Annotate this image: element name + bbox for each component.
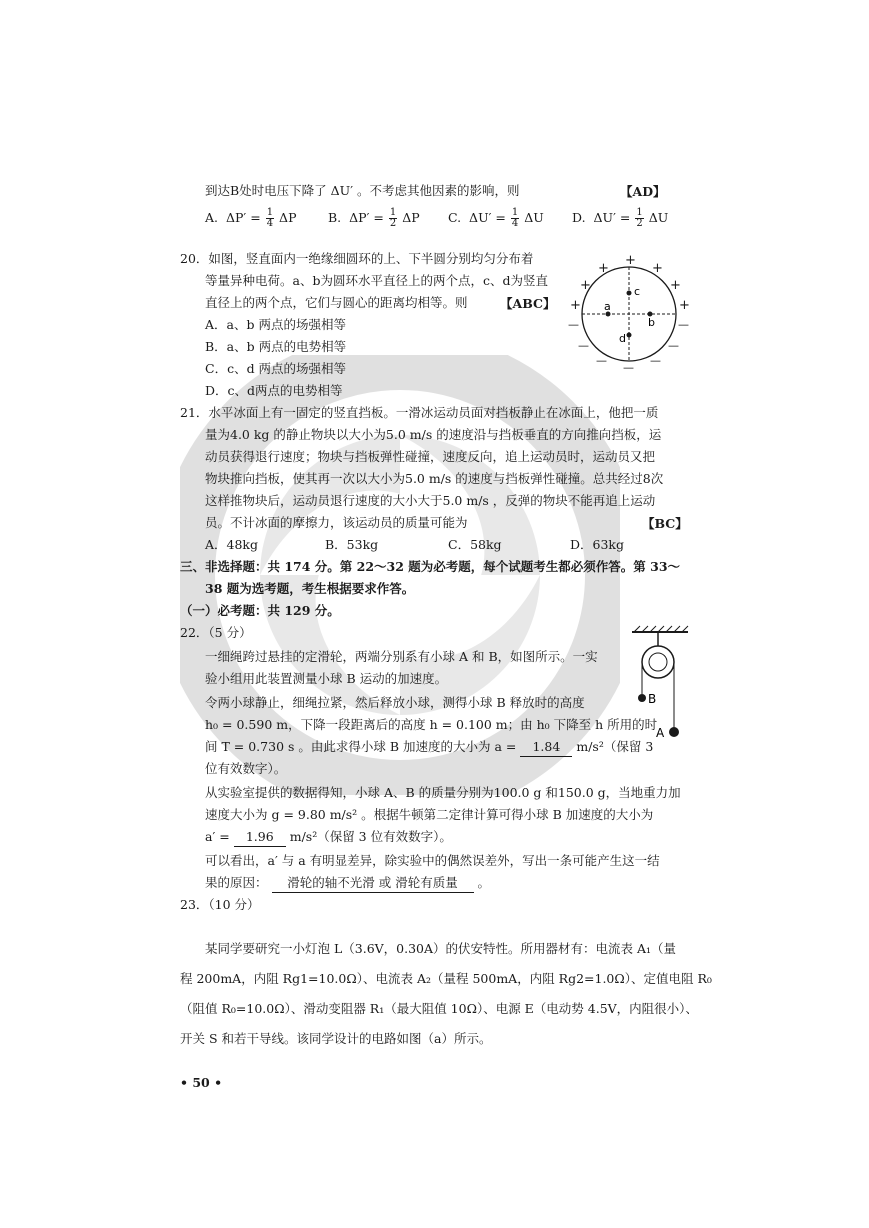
- minus-sign: —: [578, 339, 589, 352]
- minus-sign: —: [668, 339, 679, 352]
- label-a: A: [656, 726, 665, 740]
- plus-sign: +: [670, 278, 681, 293]
- q21-line-3: 动员获得退行速度；物块与挡板弹性碰撞，速度反向，追上运动员时，运动员又把: [205, 449, 656, 464]
- plus-sign: +: [679, 298, 690, 313]
- section3-sub: （一）必考题：共 129 分。: [180, 603, 340, 618]
- q19-option-b: B. ΔP′ = $\frac{1}{2}$ ΔP: [328, 207, 420, 229]
- q21-answer: 【BC】: [642, 516, 688, 531]
- q22-p2-4: 位有效数字）。: [205, 761, 287, 776]
- page-number: • 50 •: [180, 1075, 223, 1090]
- q19-option-a: A. ΔP′ = $\frac{1}{4}$ ΔP: [205, 207, 297, 229]
- point-d: [627, 333, 632, 338]
- q22-blank-3: 滑轮的轴不光滑 或 滑轮有质量: [272, 874, 474, 893]
- ball-b: [638, 694, 646, 702]
- label-b: B: [648, 692, 657, 706]
- q23-line-1: 某同学要研究一小灯泡 L（3.6V，0.30A）的伏安特性。所用器材有：电流表 A₁（量: [205, 941, 677, 956]
- q22-p1-2: 验小组用此装置测量小球 B 运动的加速度。: [205, 671, 448, 686]
- q21-line-5: 这样推物块后，运动员退行速度的大小大于5.0 m/s ，反弹的物块不能再追上运动: [205, 493, 656, 508]
- minus-sign: —: [596, 354, 607, 367]
- q23-line-3: （阻值 R₀=10.0Ω）、滑动变阻器 R₁（最大阻值 10Ω）、电源 E（电动势 4.5V，内阻很小）、: [180, 1001, 698, 1016]
- label-d: d: [619, 332, 626, 345]
- q21-line-2: 量为4.0 kg 的静止物块以大小为5.0 m/s 的速度沿与挡板垂直的方向推向挡板，运: [205, 427, 662, 442]
- q21-option-c: C．58kg: [448, 537, 502, 552]
- q21-line-4: 物块推向挡板，使其再一次以大小为5.0 m/s 的速度与挡板弹性碰撞。总共经过8次: [205, 471, 664, 486]
- q20-line-1: 20．如图，竖直面内一绝缘细圆环的上、下半圆分别均匀分布着: [180, 251, 534, 266]
- fraction: $\frac{1}{4}$: [266, 207, 274, 229]
- q23-line-2: 程 200mA，内阻 Rg1=10.0Ω）、电流表 A₂（量程 500mA，内阻 Rg2=1.0Ω）、定值电阻 R₀: [180, 971, 712, 986]
- q21-line-1: 21．水平冰面上有一固定的竖直挡板。一滑冰运动员面对挡板静止在冰面上，他把一质: [180, 405, 659, 420]
- q22-p2-1: 令两小球静止，细绳拉紧，然后释放小球，测得小球 B 释放时的高度: [205, 695, 585, 710]
- q19-answer: 【AD】: [620, 184, 666, 199]
- q22-p3-3: a′ = 1.96 m/s²（保留 3 位有效数字）。: [205, 828, 452, 847]
- q22-p2-3: 间 T = 0.730 s 。由此求得小球 B 加速度的大小为 a = 1.84 m/s²（保留 3: [205, 738, 653, 757]
- q20-option-c: C．c、d 两点的场强相等: [205, 361, 347, 376]
- minus-sign: —: [678, 318, 689, 331]
- q21-option-b: B．53kg: [325, 537, 379, 552]
- q22-p2-2: h₀ = 0.590 m，下降一段距离后的高度 h = 0.100 m；由 h₀ 下降至 h 所用的时: [205, 717, 658, 732]
- plus-sign: +: [598, 261, 609, 276]
- q20-ring-figure: [568, 254, 690, 372]
- minus-sign: —: [650, 354, 661, 367]
- plus-sign: +: [570, 298, 581, 313]
- q19-option-d: D. ΔU′ = $\frac{1}{2}$ ΔU: [572, 207, 669, 229]
- q20-option-d: D．c、d两点的电势相等: [205, 383, 343, 398]
- plus-sign: +: [625, 254, 636, 268]
- q22-blank-1: 1.84: [520, 738, 572, 757]
- plus-sign: +: [652, 261, 663, 276]
- q21-line-6: 员。不计冰面的摩擦力，该运动员的质量可能为: [205, 515, 468, 530]
- q20-option-a: A．a、b 两点的场强相等: [205, 317, 346, 332]
- q20-line-2: 等量异种电荷。a、b为圆环水平直径上的两个点，c、d为竖直: [205, 273, 548, 288]
- q19-option-c: C. ΔU′ = $\frac{1}{4}$ ΔU: [448, 207, 544, 229]
- pulley-hub: [649, 653, 667, 671]
- point-c: [627, 291, 632, 296]
- q22-p1-1: 一细绳跨过悬挂的定滑轮，两端分别系有小球 A 和 B，如图所示。一实: [205, 649, 598, 664]
- q22-head: 22．（5 分）: [180, 625, 252, 640]
- q22-pulley-figure: [630, 624, 690, 744]
- fraction: $\frac{1}{4}$: [511, 207, 519, 229]
- plus-sign: +: [580, 278, 591, 293]
- q22-p4-2: 果的原因： 滑轮的轴不光滑 或 滑轮有质量 。: [205, 874, 490, 893]
- label-c: c: [634, 285, 641, 298]
- q19-line: 到达B处时电压下降了 ΔU′ 。不考虑其他因素的影响，则: [205, 183, 520, 198]
- q20-option-b: B．a、b 两点的电势相等: [205, 339, 347, 354]
- q21-option-a: A．48kg: [205, 537, 259, 552]
- label-b: b: [648, 316, 655, 329]
- minus-sign: —: [623, 361, 634, 372]
- q23-line-4: 开关 S 和若干导线。该同学设计的电路如图（a）所示。: [180, 1031, 492, 1046]
- fraction: $\frac{1}{2}$: [389, 207, 397, 229]
- section3-line-2: 38 题为选考题，考生根据要求作答。: [205, 581, 415, 596]
- section3-line-1: 三、非选择题：共 174 分。第 22～32 题为必考题，每个试题考生都必须作答。第 33～: [180, 559, 681, 574]
- fraction: $\frac{1}{2}$: [636, 207, 643, 229]
- q22-blank-2: 1.96: [234, 828, 286, 847]
- label-a: a: [604, 300, 611, 313]
- ball-a: [669, 727, 679, 737]
- minus-sign: —: [568, 318, 579, 331]
- q22-p4-1: 可以看出，a′ 与 a 有明显差异，除实验中的偶然误差外，写出一条可能产生这一结: [205, 853, 660, 868]
- q20-answer: 【ABC】: [500, 296, 556, 311]
- q22-p3-2: 速度大小为 g = 9.80 m/s² 。根据牛顿第二定律计算可得小球 B 加速度的大小为: [205, 807, 654, 822]
- positive-charges: [570, 254, 690, 313]
- q20-line-3: 直径上的两个点，它们与圆心的距离均相等。则: [205, 295, 468, 310]
- q22-p3-1: 从实验室提供的数据得知，小球 A、B 的质量分别为100.0 g 和150.0 g，当地重力加: [205, 785, 681, 800]
- pulley-wheel: [642, 646, 674, 678]
- negative-charges: [568, 318, 689, 372]
- q23-head: 23．（10 分）: [180, 897, 260, 912]
- q21-option-d: D．63kg: [570, 537, 625, 552]
